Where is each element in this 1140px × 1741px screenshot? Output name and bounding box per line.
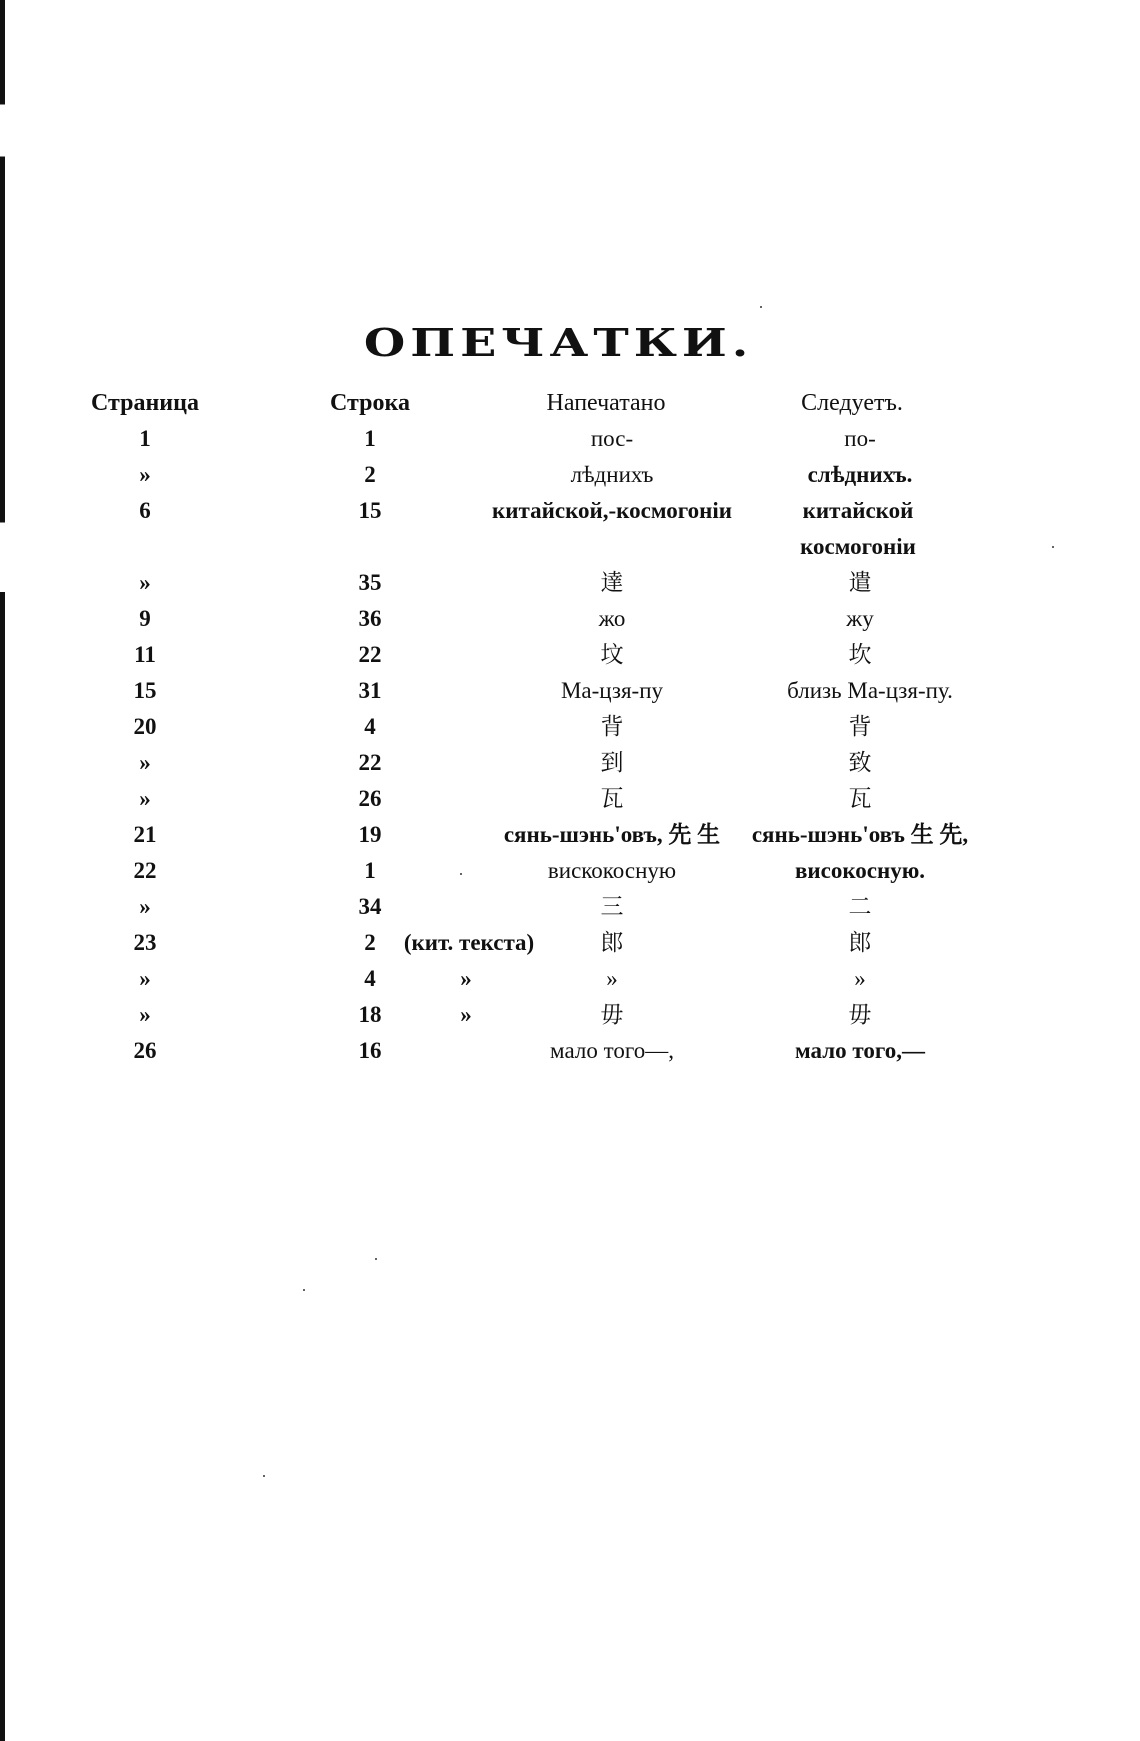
cell-correct: космогоніи (800, 534, 916, 559)
cell-correct: 毋 (848, 1002, 872, 1027)
cell-printed: 達 (600, 570, 624, 595)
cell-note: (кит. текста) (403, 930, 535, 955)
cell-correct: сянь-шэнь'овъ 生 先, (751, 822, 969, 847)
cell-printed: лѣднихъ (570, 462, 654, 487)
cell-printed: 三 (600, 894, 624, 919)
cell-line: 35 (358, 570, 382, 595)
cell-correct: 二 (848, 894, 872, 919)
cell-page: 11 (134, 642, 156, 667)
cell-printed: 毋 (600, 1002, 624, 1027)
cell-correct: по- (844, 426, 876, 451)
scan-speck (760, 306, 762, 308)
cell-correct: мало того,— (795, 1038, 925, 1063)
cell-printed: 郎 (600, 930, 624, 955)
cell-line: 34 (358, 894, 382, 919)
cell-line: 22 (358, 750, 382, 775)
cell-page: 6 (139, 498, 151, 523)
column-header-printed: Напечатано (546, 390, 666, 416)
cell-page: » (139, 786, 151, 811)
cell-line: 15 (358, 498, 382, 523)
cell-line: 4 (364, 966, 376, 991)
cell-line: 4 (364, 714, 376, 739)
cell-correct: » (854, 966, 866, 991)
scan-speck (1052, 546, 1054, 548)
cell-printed: 坟 (600, 642, 624, 667)
cell-page: » (139, 1002, 151, 1027)
cell-page: 22 (133, 858, 157, 883)
cell-page: 1 (139, 426, 151, 451)
cell-line: 18 (358, 1002, 382, 1027)
scan-speck (263, 1475, 265, 1477)
cell-printed: жо (598, 606, 626, 631)
cell-printed: 到 (600, 750, 624, 775)
cell-note: » (460, 1002, 472, 1027)
cell-printed: сянь-шэнь'овъ, 先 生 (503, 822, 721, 847)
cell-correct: жу (846, 606, 874, 631)
cell-printed: пос- (590, 426, 634, 451)
column-header-line: Строка (330, 390, 410, 416)
cell-printed: китайской,-космогоніи (492, 498, 732, 523)
cell-page: » (139, 750, 151, 775)
cell-note: » (460, 966, 472, 991)
cell-correct: слѣднихъ. (807, 462, 913, 487)
scan-speck (460, 873, 462, 875)
cell-page: 26 (133, 1038, 157, 1063)
column-header-page: Страница (91, 390, 199, 416)
cell-page: 21 (133, 822, 157, 847)
cell-page: » (139, 894, 151, 919)
cell-correct: китайской (802, 498, 914, 523)
scan-speck (303, 1289, 305, 1291)
cell-line: 2 (364, 462, 376, 487)
cell-printed: Ма-цзя-пу (560, 678, 664, 703)
cell-correct: 瓦 (848, 786, 872, 811)
cell-printed: мало того—, (550, 1038, 674, 1063)
cell-page: » (139, 966, 151, 991)
cell-correct: 致 (848, 750, 872, 775)
cell-line: 31 (358, 678, 382, 703)
cell-correct: 坎 (848, 642, 872, 667)
cell-line: 22 (358, 642, 382, 667)
cell-page: » (139, 462, 151, 487)
cell-printed: вискокосную (547, 858, 677, 883)
cell-page: 15 (133, 678, 157, 703)
page-edge-scan-border (0, 0, 5, 1741)
page-title: ОПЕЧАТКИ. (363, 320, 754, 365)
cell-printed: » (606, 966, 618, 991)
column-header-correct: Следуетъ. (801, 390, 903, 416)
cell-line: 36 (358, 606, 382, 631)
cell-correct: 郎 (848, 930, 872, 955)
cell-line: 1 (364, 858, 376, 883)
cell-correct: високосную. (794, 858, 926, 883)
cell-page: 23 (133, 930, 157, 955)
cell-line: 19 (358, 822, 382, 847)
cell-page: 9 (139, 606, 151, 631)
cell-line: 1 (364, 426, 376, 451)
cell-printed: 背 (600, 714, 624, 739)
cell-line: 26 (358, 786, 382, 811)
cell-line: 16 (358, 1038, 382, 1063)
cell-page: » (139, 570, 151, 595)
cell-printed: 瓦 (600, 786, 624, 811)
cell-correct: 遣 (848, 570, 872, 595)
cell-page: 20 (133, 714, 157, 739)
cell-line: 2 (364, 930, 376, 955)
cell-correct: 背 (848, 714, 872, 739)
scan-speck (375, 1258, 377, 1260)
cell-correct: близь Ма-цзя-пу. (787, 678, 953, 703)
